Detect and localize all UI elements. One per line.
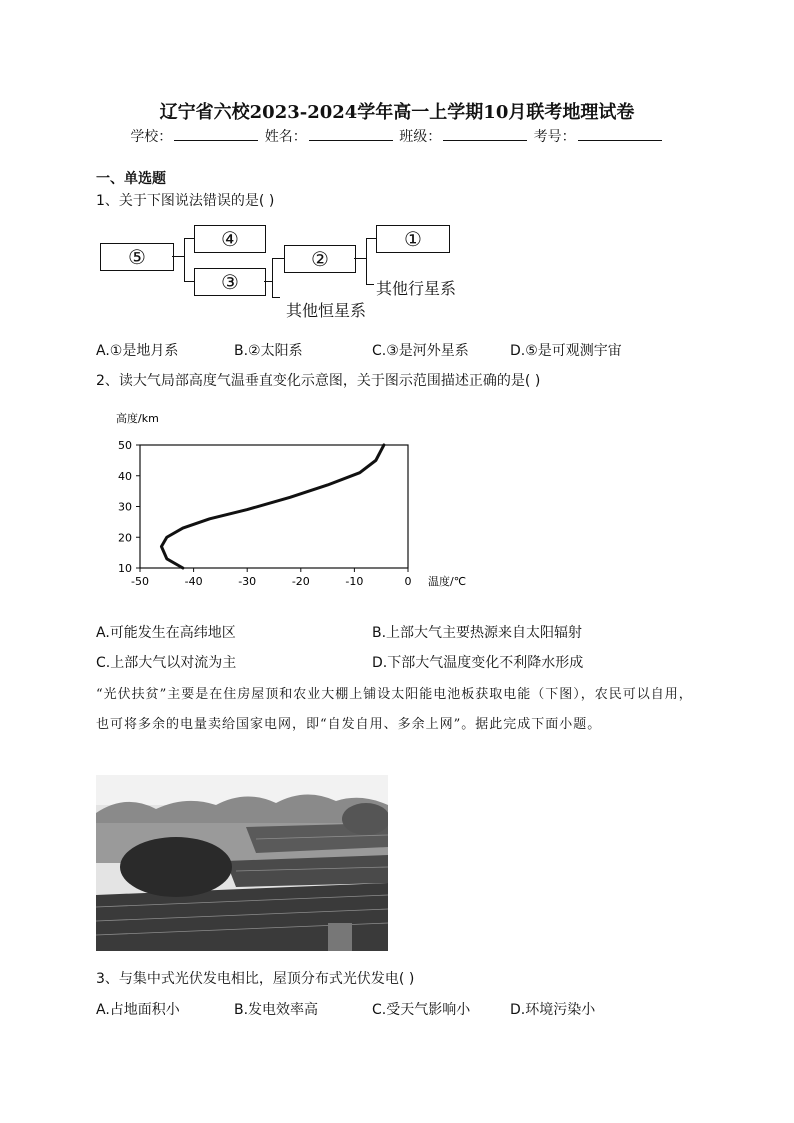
label-other-planet-systems: 其他行星系 bbox=[376, 279, 457, 298]
exam-number-label: 考号： bbox=[533, 129, 576, 145]
q2-option-b[interactable]: B.上部大气主要热源来自太阳辐射 bbox=[372, 625, 583, 641]
y-tick-label: 30 bbox=[118, 500, 132, 514]
name-label: 姓名： bbox=[264, 129, 307, 145]
x-tick-label: -50 bbox=[131, 575, 149, 588]
q1-option-c[interactable]: C.③是河外星系 bbox=[372, 343, 469, 359]
y-axis-label: 高度/km bbox=[116, 412, 159, 425]
x-tick-label: -20 bbox=[291, 575, 310, 588]
x-tick-label: -30 bbox=[238, 575, 257, 588]
section-heading: 一、单选题 bbox=[96, 171, 166, 187]
q1-option-b[interactable]: B.②太阳系 bbox=[234, 343, 303, 359]
connector bbox=[172, 256, 184, 257]
q2-option-c[interactable]: C.上部大气以对流为主 bbox=[96, 655, 237, 671]
connector bbox=[272, 258, 284, 259]
diagram-box-3: ③ bbox=[194, 268, 266, 296]
rooftop-solar-photo bbox=[96, 775, 388, 951]
temperature-altitude-chart bbox=[96, 402, 496, 602]
connector bbox=[184, 238, 194, 239]
question-3-stem: 3、与集中式光伏发电相比，屋顶分布式光伏发电( ) bbox=[96, 971, 415, 987]
diagram-box-4: ④ bbox=[194, 225, 266, 253]
question-1-stem: 1、关于下图说法错误的是( ) bbox=[96, 193, 275, 209]
question-2-stem: 2、读大气局部高度气温垂直变化示意图，关于图示范围描述正确的是( ) bbox=[96, 373, 541, 389]
q2-option-d[interactable]: D.下部大气温度变化不利降水形成 bbox=[372, 655, 584, 671]
q3-option-c[interactable]: C.受天气影响小 bbox=[372, 1002, 471, 1018]
y-tick-label: 50 bbox=[118, 439, 132, 452]
connector bbox=[184, 238, 185, 281]
temperature-curve bbox=[161, 445, 383, 568]
connector bbox=[272, 258, 273, 298]
q3-option-d[interactable]: D.环境污染小 bbox=[510, 1002, 596, 1018]
class-label: 班级： bbox=[399, 129, 442, 145]
exam-title: 辽宁省六校2023-2024学年高一上学期10月联考地理试卷 bbox=[159, 102, 635, 123]
connector bbox=[264, 281, 272, 282]
q2-option-a[interactable]: A.可能发生在高纬地区 bbox=[96, 625, 236, 641]
connector bbox=[366, 238, 376, 239]
x-tick-label: 0 bbox=[404, 575, 412, 588]
diagram-box-2: ② bbox=[284, 245, 356, 273]
y-tick-label: 40 bbox=[118, 469, 132, 483]
x-tick-label: -40 bbox=[184, 575, 203, 588]
diagram-box-1: ① bbox=[376, 225, 450, 253]
x-axis-label: 温度/℃ bbox=[428, 575, 467, 588]
y-tick-label: 20 bbox=[118, 531, 132, 545]
q3-option-a[interactable]: A.占地面积小 bbox=[96, 1002, 180, 1018]
galaxy-hierarchy-diagram bbox=[0, 0, 794, 330]
connector bbox=[184, 281, 194, 282]
y-tick-label: 10 bbox=[118, 562, 132, 575]
connector bbox=[366, 238, 367, 284]
q1-option-d[interactable]: D.⑤是可观测宇宙 bbox=[510, 343, 622, 359]
connector bbox=[272, 297, 280, 298]
q3-option-b[interactable]: B.发电效率高 bbox=[234, 1002, 319, 1018]
label-other-star-systems: 其他恒星系 bbox=[286, 301, 367, 320]
connector bbox=[366, 284, 374, 285]
diagram-box-5: ⑤ bbox=[100, 243, 174, 271]
school-label: 学校： bbox=[130, 129, 173, 145]
q1-option-a[interactable]: A.①是地月系 bbox=[96, 343, 179, 359]
plot-frame bbox=[140, 445, 408, 568]
x-tick-label: -10 bbox=[345, 575, 364, 588]
solar-passage: “光伏扶贫”主要是在住房屋顶和农业大棚上铺设太阳能电池板获取电能（下图），农民可以自用，也可将多余的电量卖给国家电网，即“自发自用、多余上网”。据此完成下面小题。 bbox=[96, 687, 693, 732]
connector bbox=[354, 258, 366, 259]
